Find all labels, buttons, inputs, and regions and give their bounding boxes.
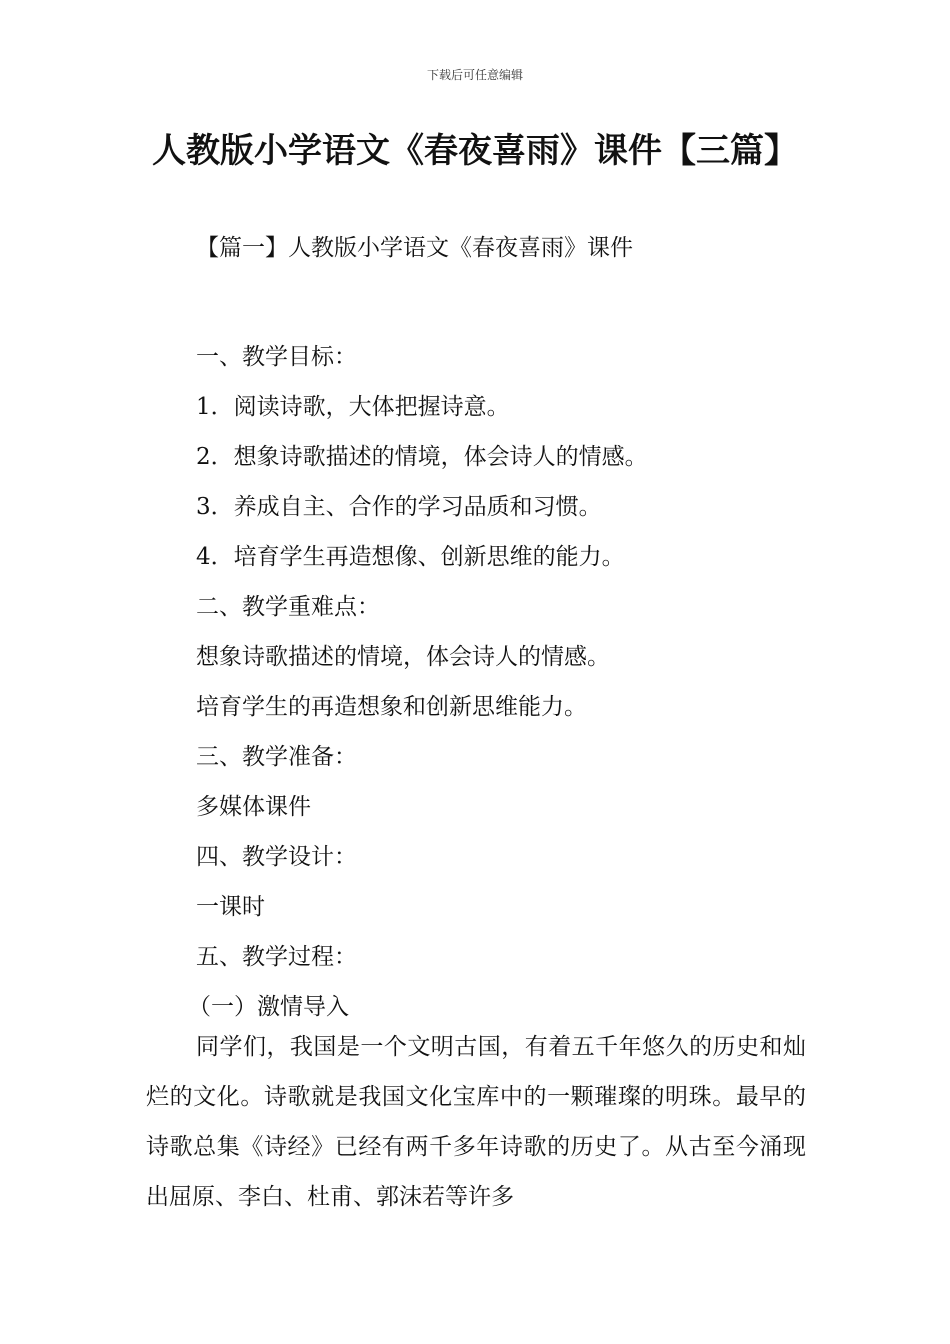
document-title: 人教版小学语文《春夜喜雨》课件【三篇】 [152, 131, 798, 171]
key-point-1: 想象诗歌描述的情境，体会诗人的情感。 [196, 644, 610, 670]
goal-item-2: 2．想象诗歌描述的情境，体会诗人的情感。 [196, 444, 648, 470]
goal-item-3: 3．养成自主、合作的学习品质和习惯。 [196, 494, 602, 520]
key-point-2: 培育学生的再造想象和创新思维能力。 [196, 694, 587, 720]
heading-design: 四、教学设计： [196, 844, 357, 870]
heading-process: 五、教学过程： [196, 944, 357, 970]
goal-item-1: 1．阅读诗歌，大体把握诗意。 [196, 394, 510, 420]
intro-paragraph: 同学们，我国是一个文明古国，有着五千年悠久的历史和灿烂的文化。诗歌就是我国文化宝库中的一颗璀璨的明珠。最早的诗歌总集《诗经》已经有两千多年诗歌的历史了。从古至今涌现出屈原、李白、杜甫、郭沫若等许多 [146, 1034, 806, 1210]
content-lines [188, 332, 816, 1032]
section-subtitle: 【篇一】人教版小学语文《春夜喜雨》课件 [196, 235, 633, 261]
header-note: 下载后可任意编辑 [426, 68, 523, 82]
preparation-item: 多媒体课件 [196, 794, 311, 820]
heading-preparation: 三、教学准备： [196, 744, 357, 770]
heading-key-points: 二、教学重难点： [196, 594, 380, 620]
goal-item-4: 4．培育学生再造想像、创新思维的能力。 [196, 544, 625, 570]
heading-teaching-goals: 一、教学目标： [196, 344, 357, 370]
design-item: 一课时 [196, 894, 265, 920]
process-step-1: （一）激情导入 [188, 994, 349, 1020]
